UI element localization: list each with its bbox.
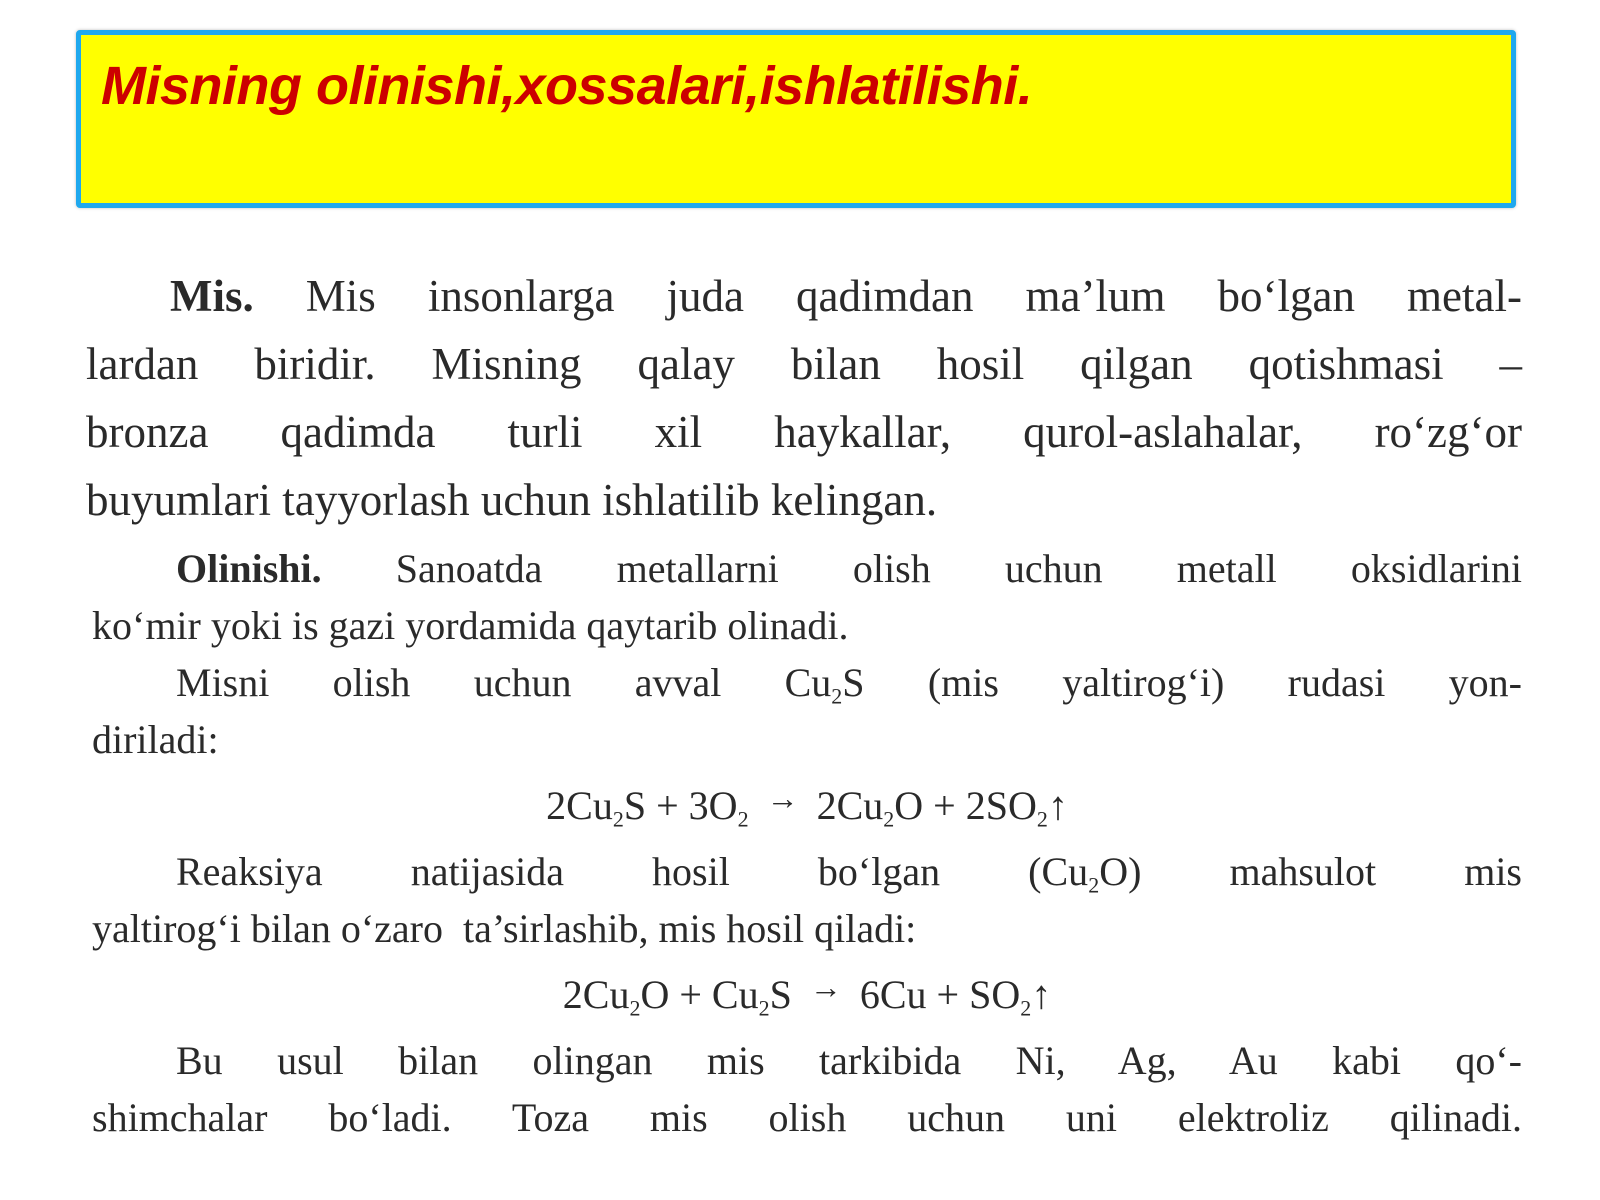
text-line: shimchalar bo‘ladi. Toza mis olish uchun uni elektroliz qilinadi. [92, 1095, 1522, 1140]
eq-term: 2Cu [816, 783, 884, 828]
text-line: buyumlari tayyorlash uchun ishlatilib kelingan. [86, 475, 938, 525]
text-line: ko‘mir yoki is gazi yordamida qaytarib olinadi. [92, 603, 849, 648]
text-span: Sanoatda metallarni olish uchun metall oksidlarini [395, 546, 1523, 591]
subscript: 2 [831, 683, 843, 709]
eq-term: 6Cu + SO [859, 972, 1021, 1017]
subscript: 2 [629, 995, 641, 1021]
reaction-arrow: → [766, 780, 799, 817]
text-span: Misni olish uchun avval Cu [176, 660, 832, 705]
subscript: 2 [1020, 995, 1032, 1021]
term-olinishi: Olinishi. [176, 546, 322, 591]
text-span: Mis insonlarga juda qadimdan ma’lum bo‘lgan metal- [305, 271, 1522, 321]
text-line [92, 843, 1522, 900]
subscript: 2 [1036, 806, 1048, 832]
eq-term: 2Cu [546, 783, 613, 828]
equation-2 [92, 957, 1522, 1032]
text-span: O) mahsulot mis [1099, 849, 1522, 894]
subscript: 2 [612, 806, 624, 832]
text-line [86, 262, 1522, 330]
text-line [92, 654, 1522, 711]
gas-arrow-icon: ↑ [1031, 972, 1052, 1017]
eq-term: O + Cu [640, 972, 759, 1017]
equation-1 [92, 768, 1522, 843]
text-line: Bu usul bilan olingan mis tarkibida Ni, Ag, Au kabi qo‘- [176, 1038, 1522, 1083]
text-line: yaltirog‘i bilan o‘zaro ta’sirlashib, mis hosil qiladi: [92, 906, 917, 951]
gas-arrow-icon: ↑ [1047, 783, 1068, 828]
paragraph-mis-intro [86, 262, 1522, 534]
subscript: 2 [758, 995, 770, 1021]
title-banner [76, 30, 1516, 208]
text-line: lardan biridir. Misning qalay bilan hosil qilgan qotishmasi – [86, 339, 1522, 389]
subscript: 2 [883, 806, 895, 832]
text-line: bronza qadimda turli xil haykallar, qurol-aslahalar, ro‘zg‘or [86, 407, 1522, 457]
page-title: Misning olinishi,xossalari,ishlatilishi. [101, 56, 1033, 116]
text-line [92, 540, 1522, 597]
eq-term: 2Cu [562, 972, 630, 1017]
eq-term: S [769, 972, 792, 1017]
reaction-arrow: → [809, 969, 842, 1006]
text-span: Reaksiya natijasida hosil bo‘lgan (Cu [176, 849, 1089, 894]
content-body [92, 540, 1522, 1146]
subscript: 2 [737, 806, 749, 832]
eq-term: S + 3O [623, 783, 738, 828]
text-span: S (mis yaltirog‘i) rudasi yon- [842, 660, 1522, 705]
term-mis: Mis. [170, 271, 254, 321]
text-line: diriladi: [92, 717, 219, 762]
eq-term: O + 2SO [894, 783, 1037, 828]
subscript: 2 [1088, 872, 1100, 898]
